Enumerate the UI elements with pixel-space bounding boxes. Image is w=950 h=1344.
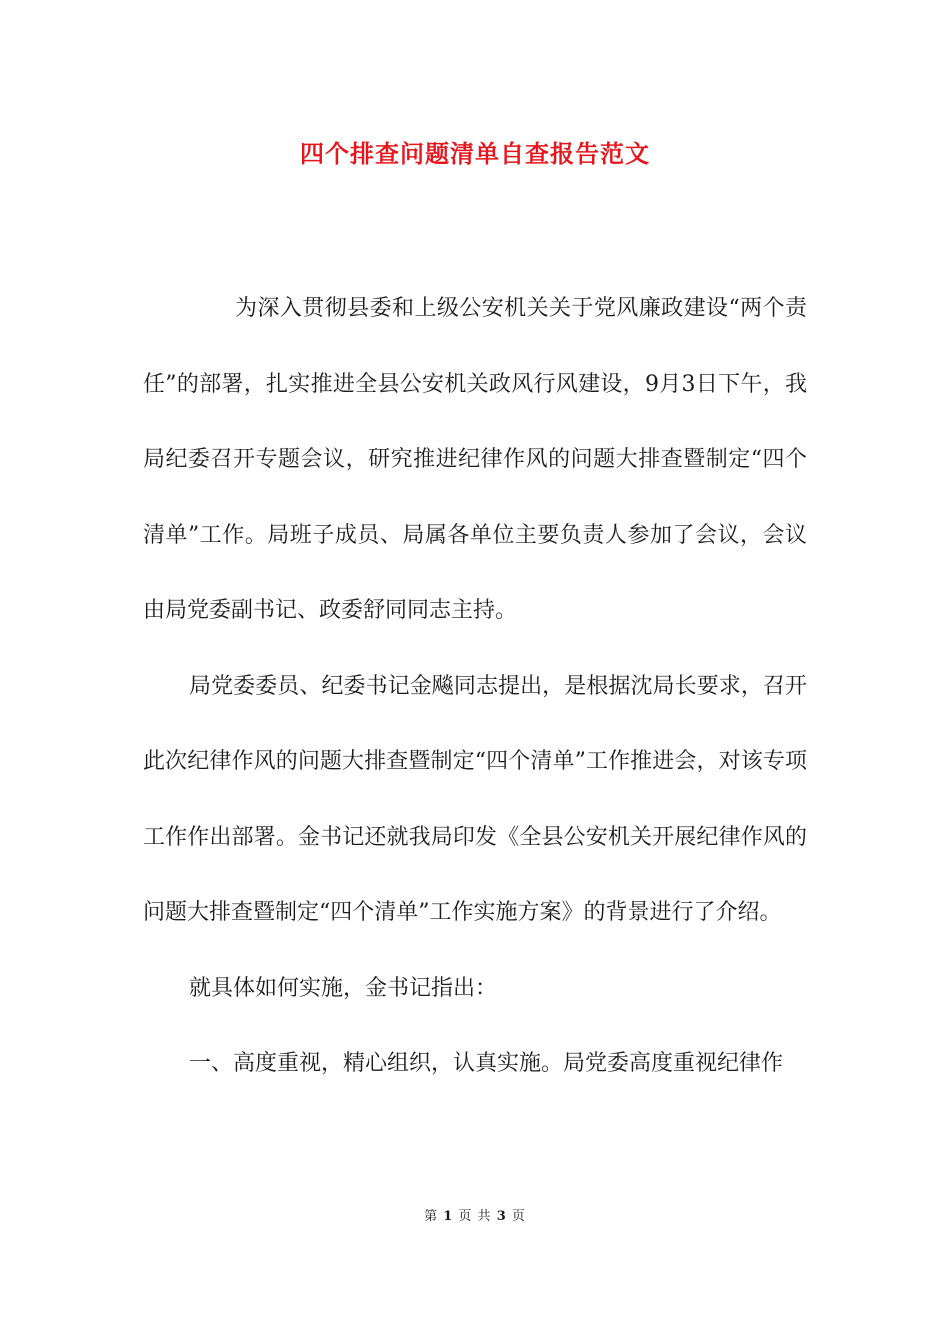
paragraph-4: 一、高度重视，精心组织，认真实施。局党委高度重视纪律作	[189, 1051, 784, 1076]
document-body	[143, 271, 807, 1102]
footer-total-pages: 3	[496, 1209, 507, 1224]
document-title: 四个排查问题清单自查报告范文	[300, 139, 650, 168]
footer-suffix: 页	[511, 1209, 526, 1224]
paragraph-2: 局党委委员、纪委书记金飚同志提出，是根据沈局长要求，召开此次纪律作风的问题大排查暨制定“四个清单”工作推进会，对该专项工作作出部署。金书记还就我局印发《全县公安机关开展纪律作风的问题大排查暨制定“四个清单”工作实施方案》的背景进行了介绍。	[143, 673, 807, 925]
paragraph-1: 为深入贯彻县委和上级公安机关关于党风廉政建设“两个责任”的部署，扎实推进全县公安机关政风行风建设，9月3日下午，我局纪委召开专题会议，研究推进纪律作风的问题大排查暨制定“四个清单”工作。局班子成员、局属各单位主要负责人参加了会议，会议由局党委副书记、政委舒同同志主持。	[143, 296, 807, 623]
footer-page-number: 1	[443, 1209, 454, 1224]
page-footer	[0, 1207, 950, 1227]
footer-prefix: 第	[424, 1209, 439, 1224]
paragraph-3: 就具体如何实施，金书记指出：	[189, 975, 498, 1001]
footer-middle: 页 共	[458, 1209, 492, 1224]
